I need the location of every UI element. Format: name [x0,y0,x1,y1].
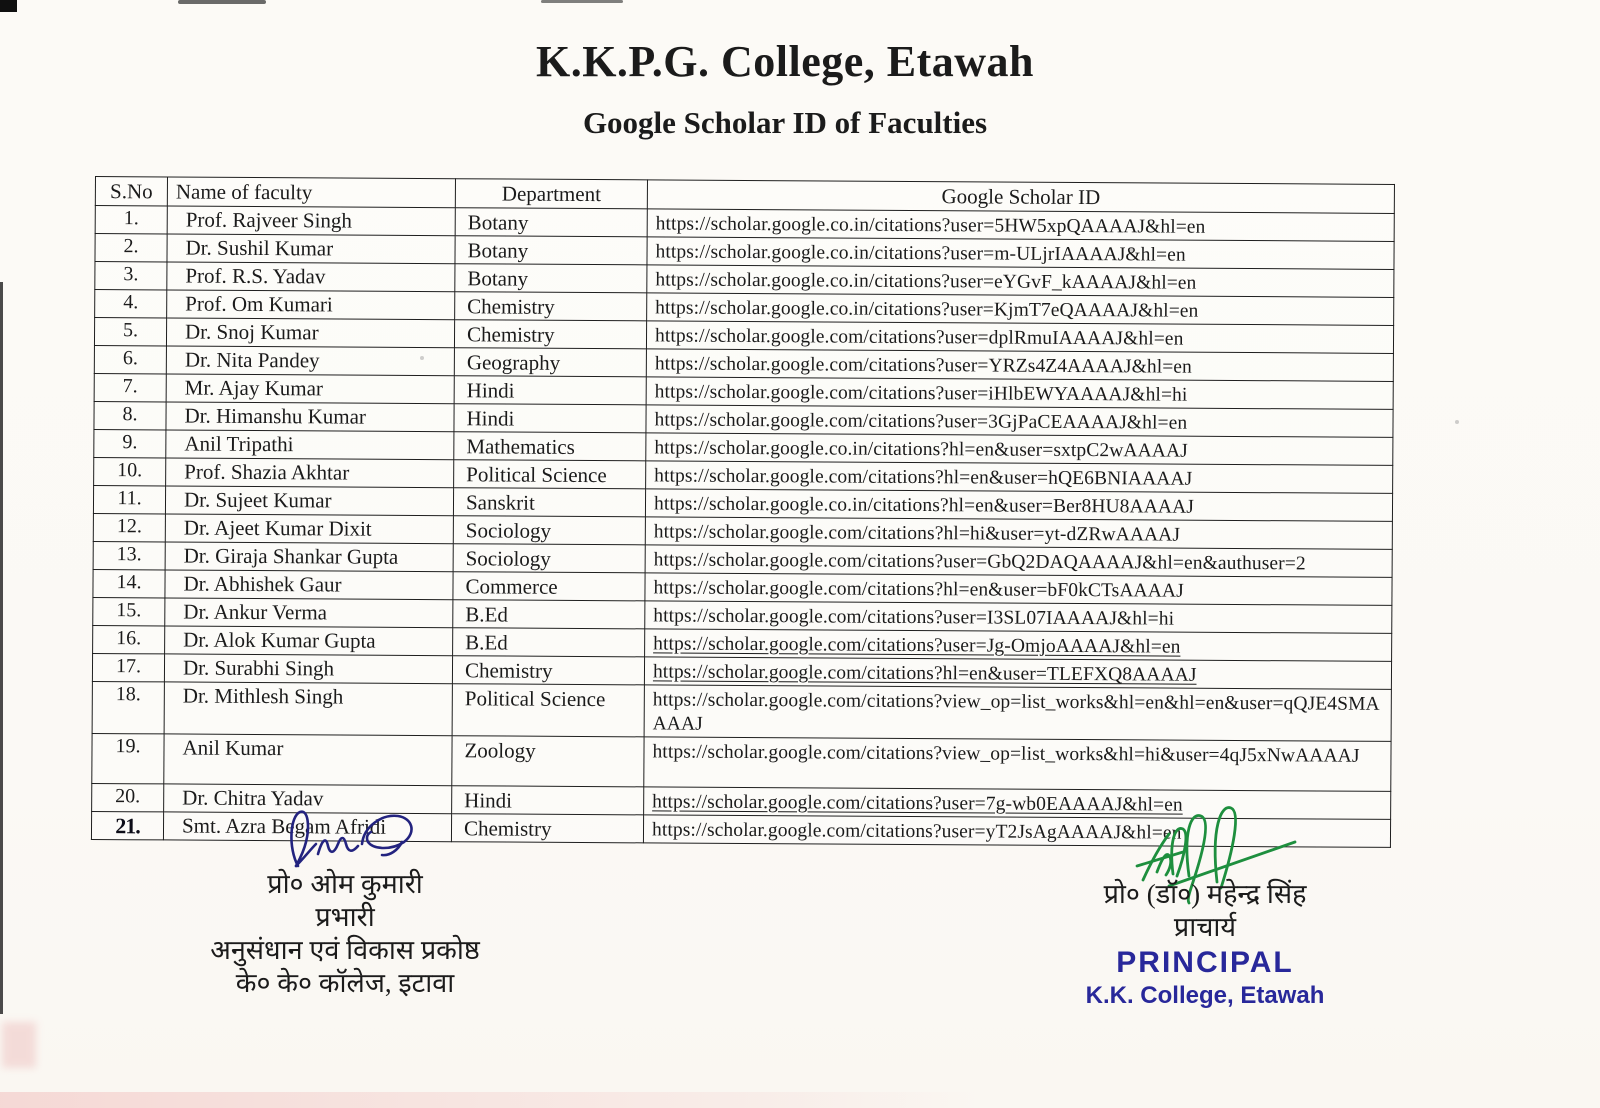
sno-cell: 14. [93,569,165,597]
department-cell: Sociology [453,516,645,545]
name-cell: Dr. Chitra Yadav [164,784,452,814]
incharge-signature-icon [270,806,430,874]
scan-artifact-pink-smudge [2,1022,36,1068]
department-cell: Botany [455,236,647,265]
scholar-url: https://scholar.google.co.in/citations?user=KjmT7eQAAAAJ&hl=en [647,293,1394,326]
department-cell: Zoology [452,736,644,787]
sno-cell: 17. [92,653,164,681]
department-cell: Sanskrit [453,488,645,517]
header-scholar-id: Google Scholar ID [647,180,1394,214]
left-signature-block [140,806,550,1000]
department-cell: Chemistry [451,814,643,843]
scholar-url: https://scholar.google.com/citations?user=I3SL07IAAAAJ&hl=hi [645,601,1392,634]
scholar-url: https://scholar.google.co.in/citations?user=5HW5xpQAAAAJ&hl=en [647,209,1394,242]
scholar-url: https://scholar.google.com/citations?user=YRZs4Z4AAAAJ&hl=en [646,349,1393,382]
scan-artifact-edge-line [0,282,3,1014]
name-cell: Anil Kumar [164,734,452,786]
name-cell: Dr. Sujeet Kumar [165,486,453,516]
name-cell: Dr. Snoj Kumar [166,318,454,348]
department-cell: Hindi [454,404,646,433]
name-cell: Dr. Ajeet Kumar Dixit [165,514,453,544]
header-sno: S.No [95,177,167,206]
name-cell: Dr. Sushil Kumar [167,234,455,264]
name-cell: Smt. Azra Begam Afridi [163,812,451,842]
document-header [0,36,1570,141]
scholar-url: https://scholar.google.com/citations?hl=en&user=hQE6BNIAAAAJ [646,461,1393,494]
department-cell: Geography [454,348,646,377]
scholar-url: https://scholar.google.co.in/citations?user=m-ULjrIAAAAJ&hl=en [647,237,1394,270]
sno-cell: 20. [92,783,164,811]
principal-stamp: PRINCIPAL [1116,946,1294,979]
name-cell: Dr. Mithlesh Singh [164,682,452,736]
department-cell: Chemistry [452,656,644,685]
name-cell: Prof. Rajveer Singh [167,206,455,236]
scholar-url: https://scholar.google.co.in/citations?hl=en&user=Ber8HU8AAAAJ [645,489,1392,522]
scholar-url: https://scholar.google.com/citations?user=yT2JsAgAAAAJ&hl=en [643,815,1390,848]
department-cell: Mathematics [454,432,646,461]
scan-artifact-top-smudge [541,0,623,3]
department-cell: Chemistry [454,320,646,349]
sno-cell: 3. [95,262,167,290]
department-cell: Commerce [453,572,645,601]
page-subtitle: Google Scholar ID of Faculties [582,105,988,140]
department-cell: Sociology [453,544,645,573]
scholar-url: https://scholar.google.com/citations?user=dplRmuIAAAAJ&hl=en [646,321,1393,354]
name-cell: Dr. Himanshu Kumar [166,402,454,432]
sno-cell: 12. [93,513,165,541]
department-cell: B.Ed [453,600,645,629]
table-row [92,681,1391,741]
sno-cell: 11. [93,485,165,513]
scholar-url: https://scholar.google.com/citations?user=iHlbEWYAAAAJ&hl=hi [646,377,1393,410]
page-title: K.K.P.G. College, Etawah [535,37,1035,86]
name-cell: Anil Tripathi [166,430,454,460]
scan-artifact-dot [1455,420,1459,424]
sno-cell: 16. [93,625,165,653]
sno-cell: 6. [94,345,166,373]
sno-cell: 18. [92,681,164,733]
scholar-url: https://scholar.google.com/citations?view_op=list_works&hl=hi&user=4qJ5xNwAAAAJ [644,737,1391,792]
sno-cell: 15. [93,597,165,625]
name-cell: Dr. Nita Pandey [166,346,454,376]
sno-cell: 4. [95,290,167,318]
scholar-url: https://scholar.google.com/citations?user=3GjPaCEAAAAJ&hl=en [646,405,1393,438]
sno-cell: 13. [93,541,165,569]
name-cell: Dr. Surabhi Singh [164,654,452,684]
sno-cell: 21. [91,811,163,839]
department-cell: Chemistry [455,292,647,321]
faculty-table-container [91,176,1394,848]
scholar-url: https://scholar.google.com/citations?user=GbQ2DAQAAAAJ&hl=en&authuser=2 [645,545,1392,578]
college-stamp: K.K. College, Etawah [1085,982,1325,1009]
scholar-url: https://scholar.google.com/citations?hl=en&user=TLEFXQ8AAAAJ [644,657,1391,690]
department-cell: Botany [455,208,647,237]
header-department: Department [455,179,647,209]
department-cell: Political Science [454,460,646,489]
scan-artifact-pink-band [0,1092,980,1108]
sno-cell: 10. [94,457,166,485]
scholar-url: https://scholar.google.com/citations?user=7g-wb0EAAAAJ&hl=en [644,787,1391,820]
right-signature-block [1010,800,1400,1010]
table-row [92,733,1391,791]
name-cell: Dr. Alok Kumar Gupta [165,626,453,656]
department-cell: Political Science [452,684,644,737]
name-cell: Mr. Ajay Kumar [166,374,454,404]
faculty-table-body [91,206,1394,848]
name-cell: Dr. Abhishek Gaur [165,570,453,600]
sno-cell: 2. [95,234,167,262]
scan-artifact-corner [0,0,17,12]
incharge-name: प्रो० ओम कुमारी [267,869,423,899]
department-cell: B.Ed [453,628,645,657]
sno-cell: 9. [94,429,166,457]
sno-cell: 5. [94,318,166,346]
incharge-title: प्रभारी [315,902,375,932]
department-cell: Hindi [452,786,644,815]
sno-cell: 7. [94,373,166,401]
principal-title-hindi: प्राचार्य [1173,912,1237,942]
name-cell: Prof. R.S. Yadav [167,262,455,292]
incharge-cell: अनुसंधान एवं विकास प्रकोष्ठ [210,935,480,965]
sno-cell: 1. [95,206,167,234]
principal-name: प्रो० (डॉ०) महेन्द्र सिंह [1103,879,1307,909]
name-cell: Prof. Shazia Akhtar [166,458,454,488]
scan-artifact-top-smudge [178,0,266,4]
scholar-url: https://scholar.google.com/citations?user=Jg-OmjoAAAAJ&hl=en [645,629,1392,662]
scholar-url: https://scholar.google.com/citations?view_op=list_works&hl=en&hl=en&user=qQJE4SMAAAAJ [644,685,1391,742]
sno-cell: 19. [92,733,164,783]
header-name: Name of faculty [167,177,455,208]
name-cell: Dr. Ankur Verma [165,598,453,628]
incharge-college: के० के० कॉलेज, इटावा [235,968,455,998]
name-cell: Prof. Om Kumari [167,290,455,320]
scholar-url: https://scholar.google.com/citations?hl=en&user=bF0kCTsAAAAJ [645,573,1392,606]
scholar-url: https://scholar.google.co.in/citations?hl=en&user=sxtpC2wAAAAJ [646,433,1393,466]
scholar-url: https://scholar.google.co.in/citations?user=eYGvF_kAAAAJ&hl=en [647,265,1394,298]
scholar-url: https://scholar.google.com/citations?hl=hi&user=yt-dZRwAAAAJ [645,517,1392,550]
department-cell: Botany [455,264,647,293]
department-cell: Hindi [454,376,646,405]
sno-cell: 8. [94,401,166,429]
faculty-table [91,176,1395,848]
name-cell: Dr. Giraja Shankar Gupta [165,542,453,572]
